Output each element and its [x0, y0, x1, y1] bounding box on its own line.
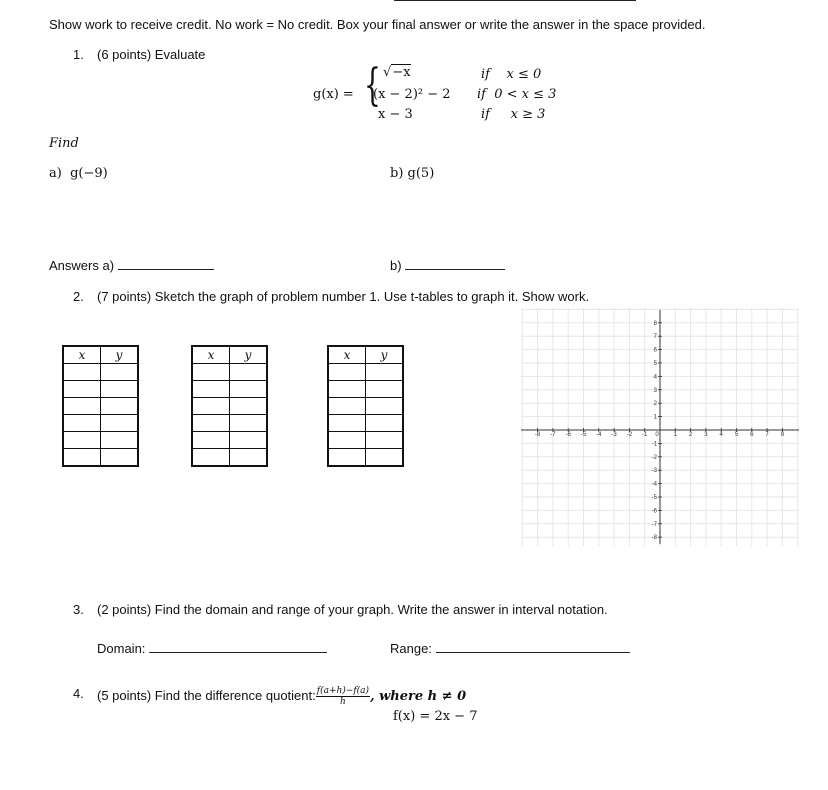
x-cell[interactable] [193, 381, 230, 398]
x-tick-label: -3 [611, 432, 617, 438]
x-tick-label: 5 [734, 432, 739, 438]
answer-b [390, 258, 505, 273]
x-cell[interactable] [193, 398, 230, 415]
q2-prompt: (7 points) Sketch the graph of problem number 1. Use t-tables to graph it. Show work. [97, 289, 590, 304]
x-cell[interactable] [329, 449, 366, 466]
x-cell[interactable] [64, 432, 101, 449]
t-table-row[interactable] [64, 415, 138, 432]
t-table-row[interactable] [64, 432, 138, 449]
t-table-row[interactable] [329, 432, 403, 449]
range-answer [390, 641, 630, 656]
y-tick-label: -8 [651, 535, 657, 542]
x-cell[interactable] [193, 449, 230, 466]
piece-1-radicand: −x [392, 65, 411, 80]
y-cell[interactable] [101, 449, 138, 466]
y-cell[interactable] [366, 398, 403, 415]
y-cell[interactable] [366, 432, 403, 449]
part-b: b) g(5) [390, 166, 435, 181]
x-tick-label: 8 [780, 432, 785, 438]
dq-condition: , where h ≠ 0 [370, 688, 467, 704]
y-header: y [230, 347, 267, 364]
t-table-row[interactable] [64, 449, 138, 466]
q4-function: f(x) = 2x − 7 [393, 709, 478, 724]
t-table-row[interactable] [64, 364, 138, 381]
y-tick-label: -2 [651, 454, 657, 461]
x-header: x [329, 347, 366, 364]
y-tick-label: -1 [651, 441, 657, 448]
t-table-row[interactable] [193, 381, 267, 398]
part-a: a) g(−9) [49, 166, 108, 181]
piece-2-condition: if 0 < x ≤ 3 [477, 87, 557, 102]
domain-label: Domain: [97, 641, 146, 656]
t-table-2[interactable] [192, 346, 267, 466]
instructions: Show work to receive credit. No work = No credit. Box your final answer or write the answer in the space provided. [49, 17, 706, 32]
t-table-row[interactable] [193, 449, 267, 466]
y-tick-label: 8 [653, 320, 657, 327]
x-cell[interactable] [329, 381, 366, 398]
y-tick-label: 6 [653, 347, 657, 354]
answer-a [49, 258, 214, 273]
t-table-row[interactable] [193, 364, 267, 381]
x-tick-label: 1 [673, 432, 677, 438]
x-tick-label: 3 [704, 432, 708, 438]
answer-b-blank[interactable] [405, 269, 505, 270]
x-cell[interactable] [64, 364, 101, 381]
q3-prompt: (2 points) Find the domain and range of your graph. Write the answer in interval notation. [97, 602, 608, 617]
y-cell[interactable] [101, 398, 138, 415]
q4-prompt: (5 points) Find the difference quotient: [97, 687, 316, 703]
y-cell[interactable] [366, 449, 403, 466]
piece-1-condition: if x ≤ 0 [481, 67, 542, 82]
y-cell[interactable] [230, 415, 267, 432]
find-label: Find [49, 136, 79, 151]
q2-number: 2. [73, 289, 84, 304]
piece-2-expr: (x − 2)² − 2 [373, 87, 451, 102]
y-tick-label: 1 [653, 414, 657, 421]
t-table-3[interactable] [328, 346, 403, 466]
x-tick-label: -4 [596, 432, 602, 438]
t-table-row[interactable] [329, 398, 403, 415]
q4-line [97, 686, 466, 707]
x-cell[interactable] [64, 381, 101, 398]
x-cell[interactable] [64, 415, 101, 432]
x-tick-label: 6 [750, 432, 754, 438]
piecewise-brace: { [364, 60, 381, 111]
domain-answer [97, 641, 327, 656]
t-table-row[interactable] [64, 398, 138, 415]
t-table-row[interactable] [193, 398, 267, 415]
x-cell[interactable] [329, 432, 366, 449]
t-table-header [329, 347, 403, 364]
y-tick-label: -3 [651, 468, 657, 475]
x-header: x [193, 347, 230, 364]
y-tick-label: -7 [651, 521, 657, 528]
y-cell[interactable] [230, 449, 267, 466]
x-cell[interactable] [329, 364, 366, 381]
x-cell[interactable] [64, 449, 101, 466]
piece-3-condition: if x ≥ 3 [481, 107, 546, 122]
difference-quotient [316, 686, 370, 707]
t-table-row[interactable] [329, 364, 403, 381]
q3-number: 3. [73, 602, 84, 617]
t-table-header [64, 347, 138, 364]
x-tick-label: -6 [565, 432, 571, 438]
x-cell[interactable] [193, 432, 230, 449]
y-cell[interactable] [101, 381, 138, 398]
x-tick-label: 4 [719, 432, 723, 438]
answer-a-label: Answers a) [49, 258, 115, 273]
x-cell[interactable] [64, 398, 101, 415]
y-cell[interactable] [230, 398, 267, 415]
x-tick-label: 2 [688, 432, 693, 438]
dq-denominator: h [340, 697, 346, 707]
y-tick-label: 7 [653, 334, 657, 341]
t-table-row[interactable] [64, 381, 138, 398]
t-table-row[interactable] [329, 415, 403, 432]
y-cell[interactable] [366, 381, 403, 398]
q1-prompt: (6 points) Evaluate [97, 47, 206, 62]
y-cell[interactable] [101, 415, 138, 432]
t-table-row[interactable] [193, 415, 267, 432]
y-cell[interactable] [101, 432, 138, 449]
x-tick-label: 7 [765, 432, 769, 438]
piece-1-expr: √−x [383, 65, 411, 80]
q1-number: 1. [73, 47, 84, 62]
x-tick-label: -7 [550, 432, 556, 438]
q4-number: 4. [73, 686, 84, 701]
y-cell[interactable] [230, 364, 267, 381]
y-header: y [101, 347, 138, 364]
t-table-row[interactable] [193, 432, 267, 449]
x-cell[interactable] [329, 398, 366, 415]
t-table-header [193, 347, 267, 364]
x-cell[interactable] [329, 415, 366, 432]
y-cell[interactable] [366, 364, 403, 381]
t-table-row[interactable] [329, 381, 403, 398]
y-cell[interactable] [101, 364, 138, 381]
domain-blank[interactable] [149, 652, 327, 653]
y-tick-label: 3 [653, 387, 657, 394]
y-header: y [366, 347, 403, 364]
y-tick-label: -6 [651, 508, 657, 515]
t-table-row[interactable] [329, 449, 403, 466]
x-tick-label: -1 [642, 432, 648, 438]
x-tick-label: 0 [655, 432, 659, 438]
x-cell[interactable] [193, 364, 230, 381]
y-tick-label: -5 [651, 495, 657, 501]
answer-a-blank[interactable] [118, 269, 214, 270]
x-cell[interactable] [193, 415, 230, 432]
y-tick-label: 2 [653, 401, 657, 408]
y-cell[interactable] [230, 432, 267, 449]
coordinate-grid[interactable] [521, 308, 799, 546]
y-tick-label: -4 [651, 481, 657, 488]
range-blank[interactable] [436, 652, 630, 653]
y-cell[interactable] [230, 381, 267, 398]
x-tick-label: -5 [580, 432, 587, 438]
y-tick-label: 4 [653, 374, 657, 381]
x-tick-label: -2 [626, 432, 633, 438]
answer-b-label: b) [390, 258, 402, 273]
y-tick-label: 5 [653, 361, 657, 367]
function-lhs: g(x) = [313, 87, 354, 102]
t-table-1[interactable] [63, 346, 138, 466]
range-label: Range: [390, 641, 432, 656]
y-cell[interactable] [366, 415, 403, 432]
piece-3-expr: x − 3 [378, 107, 413, 122]
x-tick-label: -8 [534, 432, 541, 438]
top-rule [394, 0, 636, 1]
dq-numerator: f(a+h)−f(a) [316, 686, 370, 696]
x-header: x [64, 347, 101, 364]
